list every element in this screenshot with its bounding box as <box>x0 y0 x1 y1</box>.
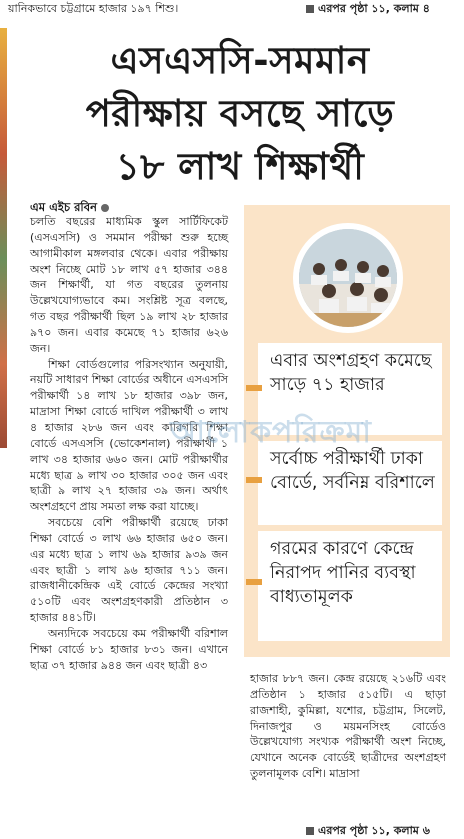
previous-article-tail: য়ানিকভাবে চট্টগ্রামে হাজার ১৯৭ শিশু। <box>8 2 179 15</box>
adjacent-article-photo-strip <box>0 28 7 448</box>
bottom-continued-on-text: এরপর পৃষ্ঠা ১১, কলাম ৬ <box>318 824 430 837</box>
headline-line-2: পরীক্ষায় বসছে সাড়ে <box>85 92 395 135</box>
square-bullet-icon <box>306 827 314 835</box>
bar-bullet-icon <box>246 579 262 585</box>
square-bullet-icon <box>306 5 314 13</box>
body-paragraph-2: শিক্ষা বোর্ডগুলোর পরিসংখ্যান অনুযায়ী, নয়টি সাধারণ শিক্ষা বোর্ডের অধীনে এসএসসি পরীক্ষার্থী ১৪ লাখ ১৮ হাজার ৩৯৮ জন, মাদ্রাসা শিক্ষা বোর্ডে দাখিল পরীক্ষার্থী ৩ লাখ ৪ হাজার ২৮৬ জন এবং কারিগরি শিক্ষা বোর্ডে এসএসসি (ভোকেশনাল) পরীক্ষার্থী ১ লাখ ৩৪ হাজার ৬৬০ জন। মোট পরীক্ষার্থীর মধ্যে ছাত্র ৯ লাখ ৩০ হাজার ৩০৫ জন এবং ছাত্রী ৯ লাখ ২৭ হাজার ৩৯ জন। অর্থাৎ অংশগ্রহণে প্রায় সমতা লক্ষ করা যাচ্ছে। <box>30 357 228 514</box>
body-paragraph-1: চলতি বছরের মাধ্যমিক স্কুল সার্টিফিকেট (এসএসসি) ও সমমান পরীক্ষা শুরু হচ্ছে আগামীকাল মঙ্গলবার থেকে। এবার পরীক্ষায় অংশ নিচ্ছে মোট ১৮ লাখ ৫৭ হাজার ৩৪৪ জন শিক্ষার্থী, যা গত বছরের তুলনায় উল্লেখযোগ্যভাবে কম। সংশ্লিষ্ট সূত্র বলছে, গত বছর পরীক্ষার্থী ছিল ১৯ লাখ ২৮ হাজার ৯৭০ জন। এবার কমেছে ৭১ হাজার ৬২৬ জন। <box>30 215 228 355</box>
highlight-box-3 <box>258 531 442 641</box>
exam-hall-image <box>299 229 397 327</box>
article-body-right-column <box>250 671 446 782</box>
author-name: এম এইচ রবিন <box>30 200 97 214</box>
continued-on-label <box>306 0 430 17</box>
bar-bullet-icon <box>246 477 262 483</box>
exam-hall-illustration-icon <box>299 229 397 327</box>
headline-line-1: এসএসসি-সমমান <box>110 39 370 82</box>
headline-line-3: ১৮ লাখ শিক্ষার্থী <box>115 145 365 188</box>
highlight-text-1: এবার অংশগ্রহণ কমেছে সাড়ে ৭১ হাজার <box>270 351 432 395</box>
body-paragraph-4: অন্যদিকে সবচেয়ে কম পরীক্ষার্থী বরিশাল শিক্ষা বোর্ডে ৮১ হাজার ৮৩১ জন। এখানে ছাত্র ৩৭ হাজার ৯৪৪ জন এবং ছাত্রী ৪৩ <box>30 626 228 672</box>
top-continuation-bar <box>0 0 464 18</box>
body-paragraph-continued: হাজার ৮৮৭ জন। কেন্দ্র রয়েছে ২১৬টি এবং প্রতিষ্ঠান ১ হাজার ৫১৫টি। এ ছাড়া রাজশাহী, কুমিল্লা, যশোর, চট্টগ্রাম, সিলেট, দিনাজপুর ও ময়মনসিংহ বোর্ডেও উল্লেখযোগ্য সংখ্যক পরীক্ষার্থী অংশ নিচ্ছে, যেখানে অনেক বোর্ডেই ছাত্রীদের অংশগ্রহণ তুলনামূলক বেশি। মাদ্রাসা <box>250 672 446 781</box>
byline-dot-icon <box>101 204 109 212</box>
students-exam-photo <box>293 223 403 333</box>
article-headline <box>30 34 450 193</box>
newspaper-watermark: আলোকপরিক্রমা <box>170 415 372 450</box>
highlight-text-3: গরমের কারণে কেন্দ্রে নিরাপদ পানির ব্যবস্থা বাধ্যতামূলক <box>270 539 416 607</box>
bar-bullet-icon <box>246 385 262 391</box>
body-paragraph-3: সবচেয়ে বেশি পরীক্ষার্থী রয়েছে ঢাকা শিক্ষা বোর্ডে ৩ লাখ ৬৬ হাজার ৬৫০ জন। এর মধ্যে ছাত্র ১ লাখ ৬৯ হাজার ৯৩৯ জন এবং ছাত্রী ১ লাখ ৯৬ হাজার ৭১১ জন। রাজধানীকেন্দ্রিক এই বোর্ডে কেন্দ্রের সংখ্যা ৫১০টি এবং অংশগ্রহণকারী প্রতিষ্ঠান ৩ হাজার ৪৪১টি। <box>30 516 228 625</box>
bottom-continued-on-label <box>306 822 430 839</box>
highlight-text-2: সর্বোচ্চ পরীক্ষার্থী ঢাকা বোর্ডে, সর্বনিম্ন বরিশালে <box>270 449 435 493</box>
continued-on-text: এরপর পৃষ্ঠা ১১, কলাম ৪ <box>318 2 430 15</box>
